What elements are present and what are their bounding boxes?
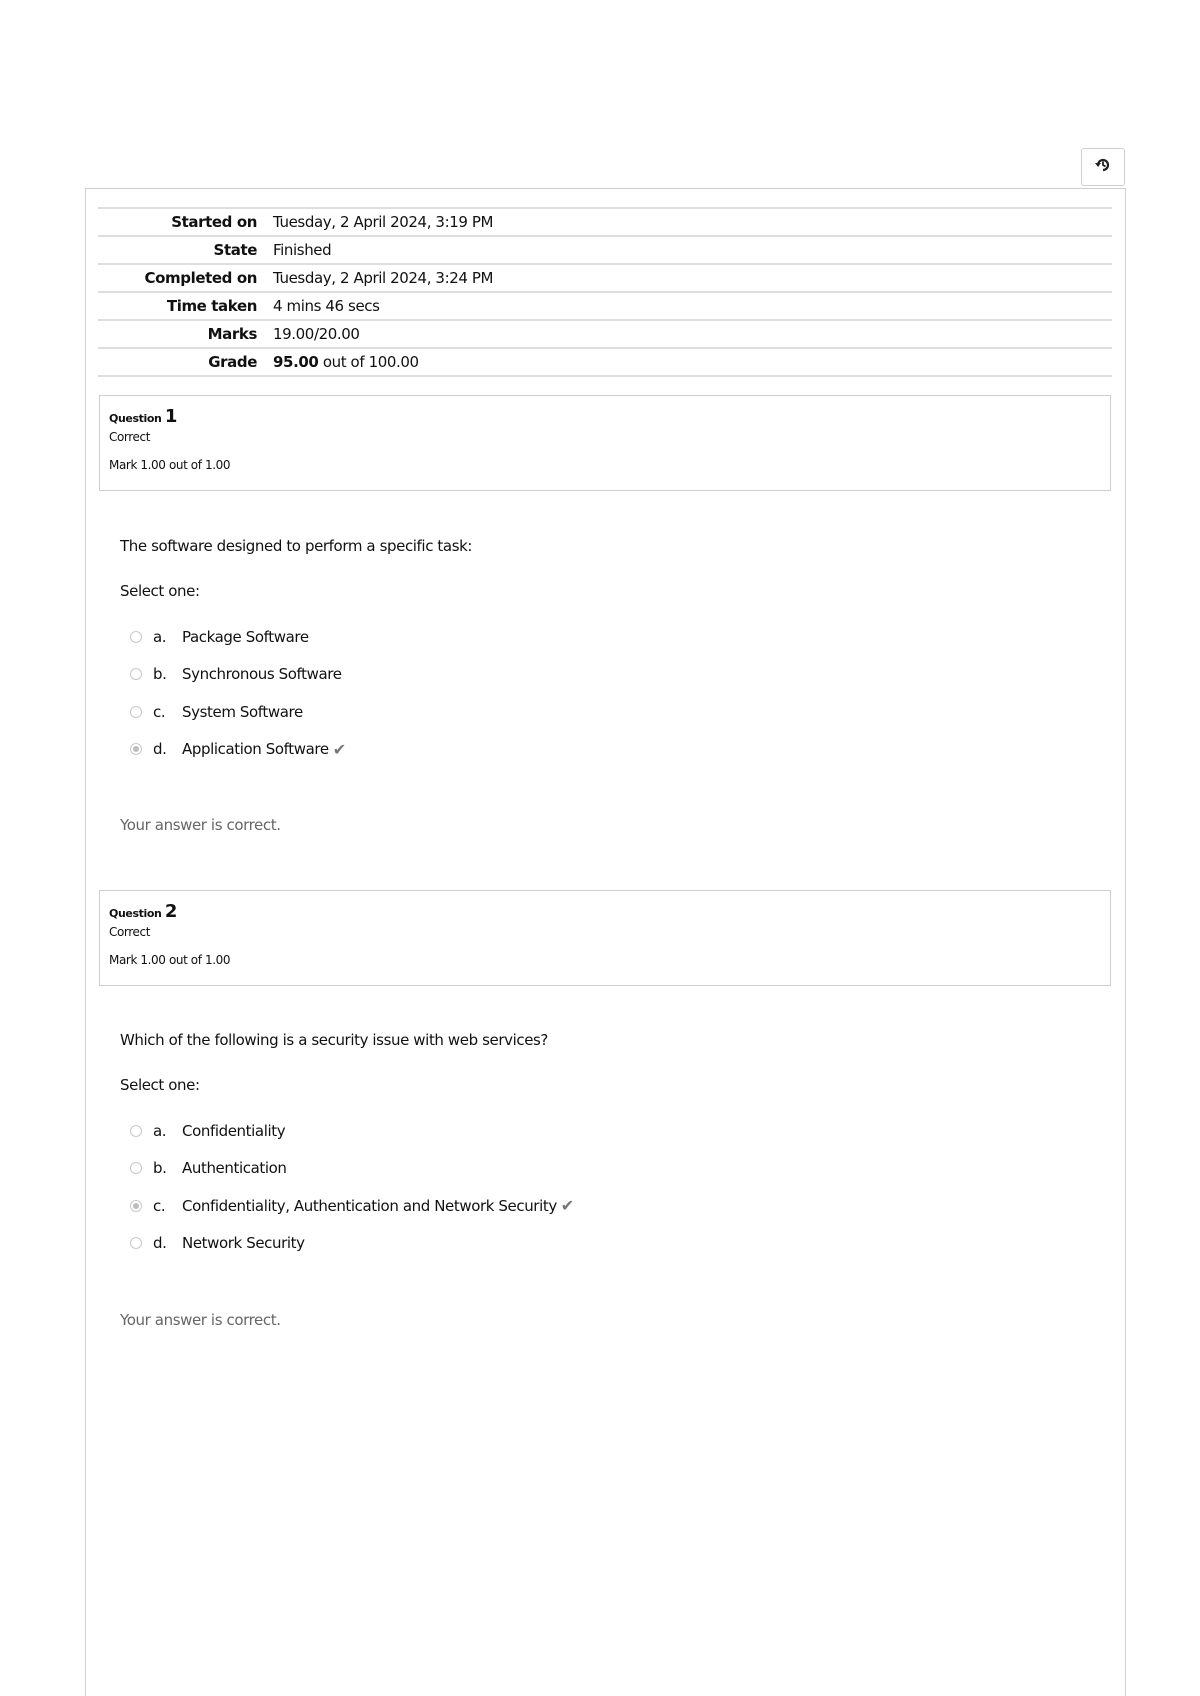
checkmark-icon: ✔ xyxy=(332,739,346,759)
question-number xyxy=(109,901,1101,925)
summary-value: Finished xyxy=(273,241,332,259)
option-letter: c. xyxy=(153,1196,166,1215)
summary-row-time-taken xyxy=(98,293,1112,321)
radio-button[interactable] xyxy=(130,706,142,718)
question-info-box xyxy=(99,890,1111,986)
question-number-value: 1 xyxy=(164,406,177,427)
option-text: Confidentiality xyxy=(182,1121,286,1140)
summary-row-started xyxy=(98,209,1112,237)
answer-option-selected[interactable] xyxy=(120,731,1100,769)
summary-label: Marks xyxy=(207,325,257,343)
radio-button[interactable] xyxy=(130,631,142,643)
summary-row-marks xyxy=(98,321,1112,349)
answer-option[interactable] xyxy=(120,1112,1100,1150)
option-letter: b. xyxy=(153,665,167,684)
option-letter: a. xyxy=(153,627,167,646)
question-number-value: 2 xyxy=(164,901,177,922)
question-prefix: Question xyxy=(109,907,162,920)
radio-button-checked[interactable] xyxy=(130,1200,142,1212)
question-state: Correct xyxy=(109,925,150,939)
question-text: Which of the following is a security issue with web services? xyxy=(120,1031,548,1049)
answer-feedback: Your answer is correct. xyxy=(120,816,281,834)
option-letter: d. xyxy=(153,1234,167,1253)
radio-button-checked[interactable] xyxy=(130,743,142,755)
radio-button[interactable] xyxy=(130,1237,142,1249)
summary-row-state xyxy=(98,237,1112,265)
summary-label: Grade xyxy=(208,353,257,371)
answer-option-selected[interactable] xyxy=(120,1187,1100,1225)
radio-button[interactable] xyxy=(130,1125,142,1137)
answer-option[interactable] xyxy=(120,656,1100,694)
history-icon xyxy=(1094,156,1112,178)
question-state: Correct xyxy=(109,430,150,444)
answer-option[interactable] xyxy=(120,618,1100,656)
answer-option[interactable] xyxy=(120,693,1100,731)
option-text: Application Software xyxy=(182,740,329,759)
question-grade: Mark 1.00 out of 1.00 xyxy=(109,458,231,472)
summary-label: Time taken xyxy=(166,297,257,315)
radio-button[interactable] xyxy=(130,1162,142,1174)
history-button[interactable] xyxy=(1081,148,1125,186)
option-letter: b. xyxy=(153,1159,167,1178)
summary-value: 4 mins 46 secs xyxy=(273,297,380,315)
question-info-box xyxy=(99,395,1111,491)
grade-score: 95.00 xyxy=(273,353,319,371)
option-text: Synchronous Software xyxy=(182,665,342,684)
summary-row-completed xyxy=(98,265,1112,293)
option-letter: a. xyxy=(153,1121,167,1140)
summary-row-grade xyxy=(98,349,1112,377)
summary-value: Tuesday, 2 April 2024, 3:19 PM xyxy=(273,213,494,231)
select-one-prompt: Select one: xyxy=(120,1076,200,1094)
question-number xyxy=(109,406,1101,430)
summary-label: Started on xyxy=(171,213,257,231)
option-letter: c. xyxy=(153,702,166,721)
answer-feedback: Your answer is correct. xyxy=(120,1311,281,1329)
radio-button[interactable] xyxy=(130,668,142,680)
option-text: Package Software xyxy=(182,627,309,646)
question-prefix: Question xyxy=(109,412,162,425)
option-letter: d. xyxy=(153,740,167,759)
grade-suffix: out of 100.00 xyxy=(318,353,419,371)
question-grade: Mark 1.00 out of 1.00 xyxy=(109,953,231,967)
option-text: Confidentiality, Authentication and Network Security xyxy=(182,1196,557,1215)
answer-option[interactable] xyxy=(120,1150,1100,1188)
answer-option[interactable] xyxy=(120,1225,1100,1263)
summary-label: State xyxy=(213,241,257,259)
checkmark-icon: ✔ xyxy=(560,1196,574,1216)
summary-value: Tuesday, 2 April 2024, 3:24 PM xyxy=(273,269,494,287)
option-text: System Software xyxy=(182,702,303,721)
option-text: Authentication xyxy=(182,1159,287,1178)
attempt-summary-table xyxy=(98,207,1112,377)
summary-label: Completed on xyxy=(144,269,257,287)
summary-value xyxy=(257,353,419,371)
select-one-prompt: Select one: xyxy=(120,582,200,600)
question-text: The software designed to perform a specific task: xyxy=(120,537,473,555)
question-content xyxy=(120,537,1100,768)
question-content xyxy=(120,1031,1100,1262)
summary-value: 19.00/20.00 xyxy=(273,325,360,343)
option-text: Network Security xyxy=(182,1234,305,1253)
